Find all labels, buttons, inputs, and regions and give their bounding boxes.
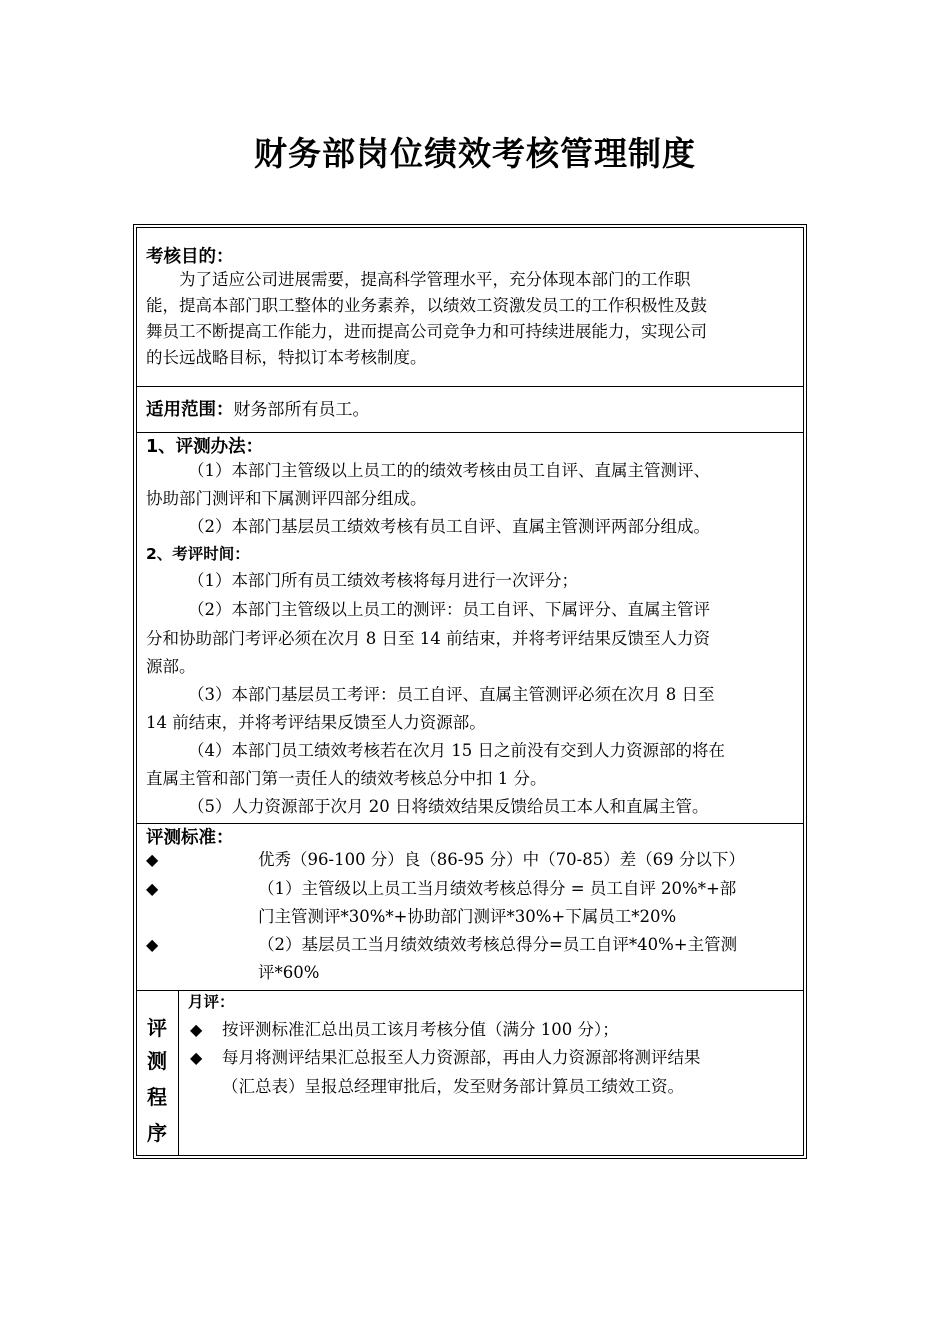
timing-line: （2）本部门主管级以上员工的测评：员工自评、下属评分、直属主管评 xyxy=(188,600,710,619)
purpose-line: 能，提高本部门职工整体的业务素养，以绩效工资激发员工的工作积极性及鼓 xyxy=(146,296,707,315)
bullet-diamond-icon: ◆ xyxy=(190,1020,203,1039)
timing-line: 直属主管和部门第一责任人的绩效考核总分中扣 1 分。 xyxy=(146,769,547,788)
method-line: （2）本部门基层员工绩效考核有员工自评、直属主管测评两部分组成。 xyxy=(188,517,710,536)
timing-line: （3）本部门基层员工考评：员工自评、直属主管测评必须在次月 8 日至 xyxy=(188,685,715,704)
purpose-line: 舞员工不断提高工作能力，进而提高公司竞争力和可持续进展能力，实现公司 xyxy=(146,322,707,341)
method-line: 协助部门测评和下属测评四部分组成。 xyxy=(146,489,427,508)
row-divider xyxy=(136,823,804,824)
purpose-heading: 考核目的： xyxy=(146,247,234,267)
standard-line: 评*60% xyxy=(258,963,320,982)
standard-line: （2）基层员工当月绩效绩效考核总得分=员工自评*40%+主管测 xyxy=(258,935,738,954)
timing-line: 源部。 xyxy=(146,657,196,676)
method-line: （1）本部门主管级以上员工的的绩效考核由员工自评、直属主管测评、 xyxy=(188,461,710,480)
timing-line: （5）人力资源部于次月 20 日将绩效结果反馈给员工本人和直属主管。 xyxy=(188,797,709,816)
document-title: 财务部岗位绩效考核管理制度 xyxy=(254,134,696,173)
procedure-side-label: 评 xyxy=(147,1016,167,1040)
procedure-line: 按评测标准汇总出员工该月考核分值（满分 100 分）； xyxy=(222,1020,619,1039)
method-heading: 1、评测办法： xyxy=(146,437,264,457)
timing-line: 分和协助部门考评必须在次月 8 日至 14 前结束，并将考评结果反馈至人力资 xyxy=(146,629,710,648)
row-divider xyxy=(136,990,804,991)
standard-line: 门主管测评*30%*+协助部门测评*30%+下属员工*20% xyxy=(258,907,677,926)
column-divider xyxy=(178,990,179,1156)
timing-heading: 2、考评时间： xyxy=(146,545,250,563)
bullet-diamond-icon: ◆ xyxy=(146,935,159,954)
procedure-line: （汇总表）呈报总经理审批后，发至财务部计算员工绩效工资。 xyxy=(222,1077,684,1096)
procedure-heading: 月评： xyxy=(188,993,235,1011)
timing-line: 14 前结束，并将考评结果反馈至人力资源部。 xyxy=(146,713,486,732)
scope-text: 财务部所有员工。 xyxy=(233,400,370,420)
bullet-diamond-icon: ◆ xyxy=(146,879,159,898)
procedure-side-label: 程 xyxy=(147,1085,167,1109)
scope-heading: 适用范围： xyxy=(146,400,234,420)
scope-row xyxy=(146,396,370,424)
procedure-line: 每月将测评结果汇总报至人力资源部，再由人力资源部将测评结果 xyxy=(222,1048,701,1067)
procedure-side-label: 测 xyxy=(147,1049,167,1073)
row-divider xyxy=(136,386,804,387)
bullet-diamond-icon: ◆ xyxy=(190,1048,203,1067)
standard-heading: 评测标准： xyxy=(146,828,234,848)
bullet-diamond-icon: ◆ xyxy=(146,850,159,869)
timing-line: （1）本部门所有员工绩效考核将每月进行一次评分； xyxy=(188,571,578,590)
standard-line: （1）主管级以上员工当月绩效考核总得分 = 员工自评 20%*+部 xyxy=(258,879,737,898)
timing-line: （4）本部门员工绩效考核若在次月 15 日之前没有交到人力资源部的将在 xyxy=(188,741,725,760)
standard-line: 优秀（96-100 分）良（86-95 分）中（70-85）差（69 分以下） xyxy=(258,850,745,869)
purpose-line: 的长远战略目标，特拟订本考核制度。 xyxy=(146,348,427,367)
procedure-side-label: 序 xyxy=(147,1121,167,1145)
purpose-line: 为了适应公司进展需要，提高科学管理水平，充分体现本部门的工作职 xyxy=(179,270,691,289)
